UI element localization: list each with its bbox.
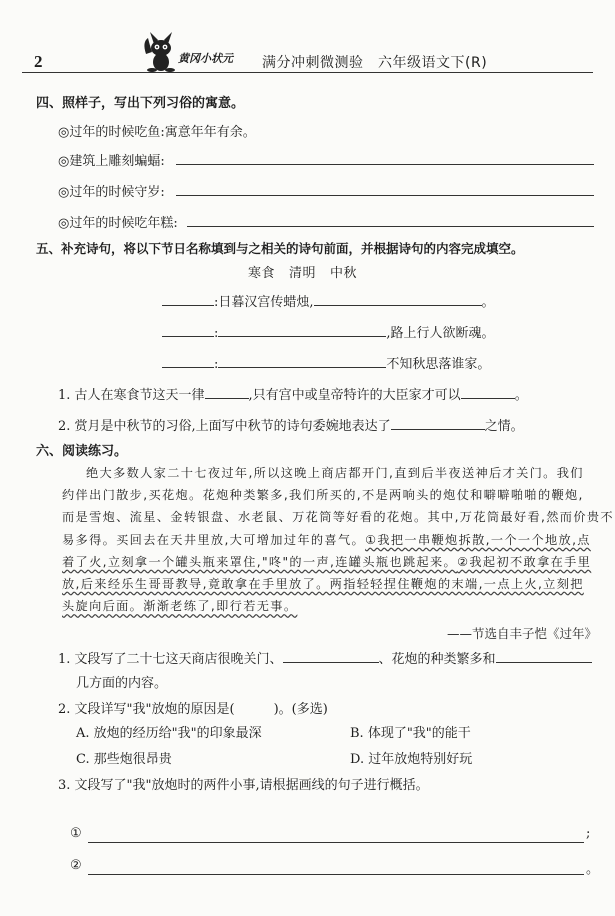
s6q3-item-1-end: ; [586, 826, 591, 841]
section4-example: ◎过年的时候吃鱼:寓意年年有余。 [58, 125, 256, 140]
section5-question-1: 1. 古人在寒食节这天一律 ,只有宫中或皇帝特许的大臣家才可以 。 [58, 388, 528, 403]
s5q1-blank-1[interactable] [205, 386, 249, 399]
s6q3-item-1-label: ① [70, 826, 82, 841]
passage-line [62, 595, 606, 617]
poem2-festival-blank[interactable] [162, 324, 214, 337]
poem3-festival-blank[interactable] [162, 355, 214, 368]
underlined-sentence-2-end: 头旋向后面。渐渐老练了,即行若无事。 [62, 599, 298, 614]
section6-question-1: 1. 文段写了二十七这天商店很晚关门、 、花炮的种类繁多和 [58, 648, 592, 667]
section6-question-3: 3. 文段写了"我"放炮时的两件小事,请根据画线的句子进行概括。 [58, 778, 429, 793]
passage-line: 绝大多数人家二十七夜过年,所以这晚上商店都开门,直到后半夜送神后才关门。我们 [86, 466, 584, 480]
section4-item-bat-answer-line[interactable] [176, 164, 594, 165]
section5-question-2: 2. 赏月是中秋节的习俗,上面写中秋节的诗句委婉地表达了 之情。 [58, 419, 524, 434]
s6q3-item-2-label: ② [70, 858, 82, 873]
page-number: 2 [34, 52, 43, 71]
header-divider [22, 72, 593, 73]
option-c[interactable]: C. 那些炮很昂贵 [76, 752, 172, 767]
s6q1-blank-1[interactable] [283, 650, 379, 663]
section4-item-shousui-label: ◎过年的时候守岁: [58, 185, 165, 200]
poem-line-2: : ,路上行人欲断魂。 [162, 322, 495, 341]
s6q3-item-2-answer-line[interactable] [88, 874, 584, 875]
s6q1-blank-2[interactable] [496, 650, 592, 663]
festival-qingming: 清明 [289, 266, 317, 281]
section6-title: 六、阅读练习。 [36, 444, 128, 459]
festival-zhongqiu: 中秋 [330, 266, 358, 281]
passage-line [62, 551, 606, 573]
section4-item-shousui-answer-line[interactable] [176, 195, 594, 196]
passage-line: 而是雪炮、流星、金转银盘、水老鼠、万花筒等好看的花炮。其中,万花筒最好看,然而价贵不 [62, 510, 614, 525]
s6q3-item-1-answer-line[interactable] [88, 842, 584, 843]
section4-item-bat-label: ◎建筑上雕刻蝙蝠: [58, 154, 165, 169]
poem-line-1: :日暮汉宫传蜡烛, 。 [162, 291, 495, 310]
festival-options [248, 262, 371, 281]
s6q3-item-2-end: 。 [586, 862, 600, 877]
option-a[interactable]: A. 放炮的经历给"我"的印象最深 [76, 726, 262, 741]
section5-title: 五、补充诗句，将以下节日名称填到与之相关的诗句前面，并根据诗句的内容完成填空。 [36, 241, 524, 256]
section6-question-1-end: 几方面的内容。 [76, 676, 168, 691]
underlined-sentence-1-cont: 着了火,立刻拿一个罐头瓶来罩住,"咚"的一声,连罐头瓶也跳起来。 [62, 554, 458, 569]
poem3-verse-blank[interactable] [218, 355, 386, 368]
passage-line [62, 573, 606, 595]
passage-line: 约伴出门散步,买花炮。花炮种类繁多,我们所买的,不是两响头的炮仗和噼噼啪啪的鞭炮, [62, 488, 584, 503]
poem1-verse-blank[interactable] [314, 293, 482, 306]
poem-line-3: : 不知秋思落谁家。 [162, 353, 490, 372]
section4-item-niangao-label: ◎过年的时候吃年糕: [58, 216, 178, 231]
section4-title: 四、照样子，写出下列习俗的寓意。 [36, 96, 245, 111]
reading-passage [62, 462, 614, 617]
section4-item-niangao-answer-line[interactable] [187, 226, 594, 227]
brand-name: 黄冈小状元 [178, 52, 233, 65]
s5q1-blank-2[interactable] [461, 386, 515, 399]
section6-question-2: 2. 文段详写"我"放炮的原因是( )。(多选) [58, 702, 328, 717]
passage-source: ——节选自丰子恺《过年》 [446, 626, 597, 641]
passage-line: 易多得。买回去在天井里放,大可增加过年的喜气。①我把一串鞭炮拆散,一个一个地放,点 [62, 532, 591, 547]
header-title: 满分冲刺微测验 六年级语文下(R) [262, 55, 488, 71]
underlined-sentence-2: ②我起初不敢拿在手里 [457, 554, 592, 569]
poem2-verse-blank[interactable] [218, 324, 386, 337]
option-d[interactable]: D. 过年放炮特别好玩 [350, 752, 473, 767]
underlined-sentence-1: ①我把一串鞭炮拆散,一个一个地放,点 [365, 532, 591, 547]
s5q2-blank[interactable] [391, 417, 485, 430]
underlined-sentence-2-cont: 放,后来经乐生哥哥教导,竟敢拿在手里放了。两指轻轻捏住鞭炮的末端,一点上火,立刻把 [62, 577, 584, 592]
festival-hanshi: 寒食 [248, 266, 276, 281]
option-b[interactable]: B. 体现了"我"的能干 [350, 726, 471, 741]
poem1-festival-blank[interactable] [162, 293, 214, 306]
